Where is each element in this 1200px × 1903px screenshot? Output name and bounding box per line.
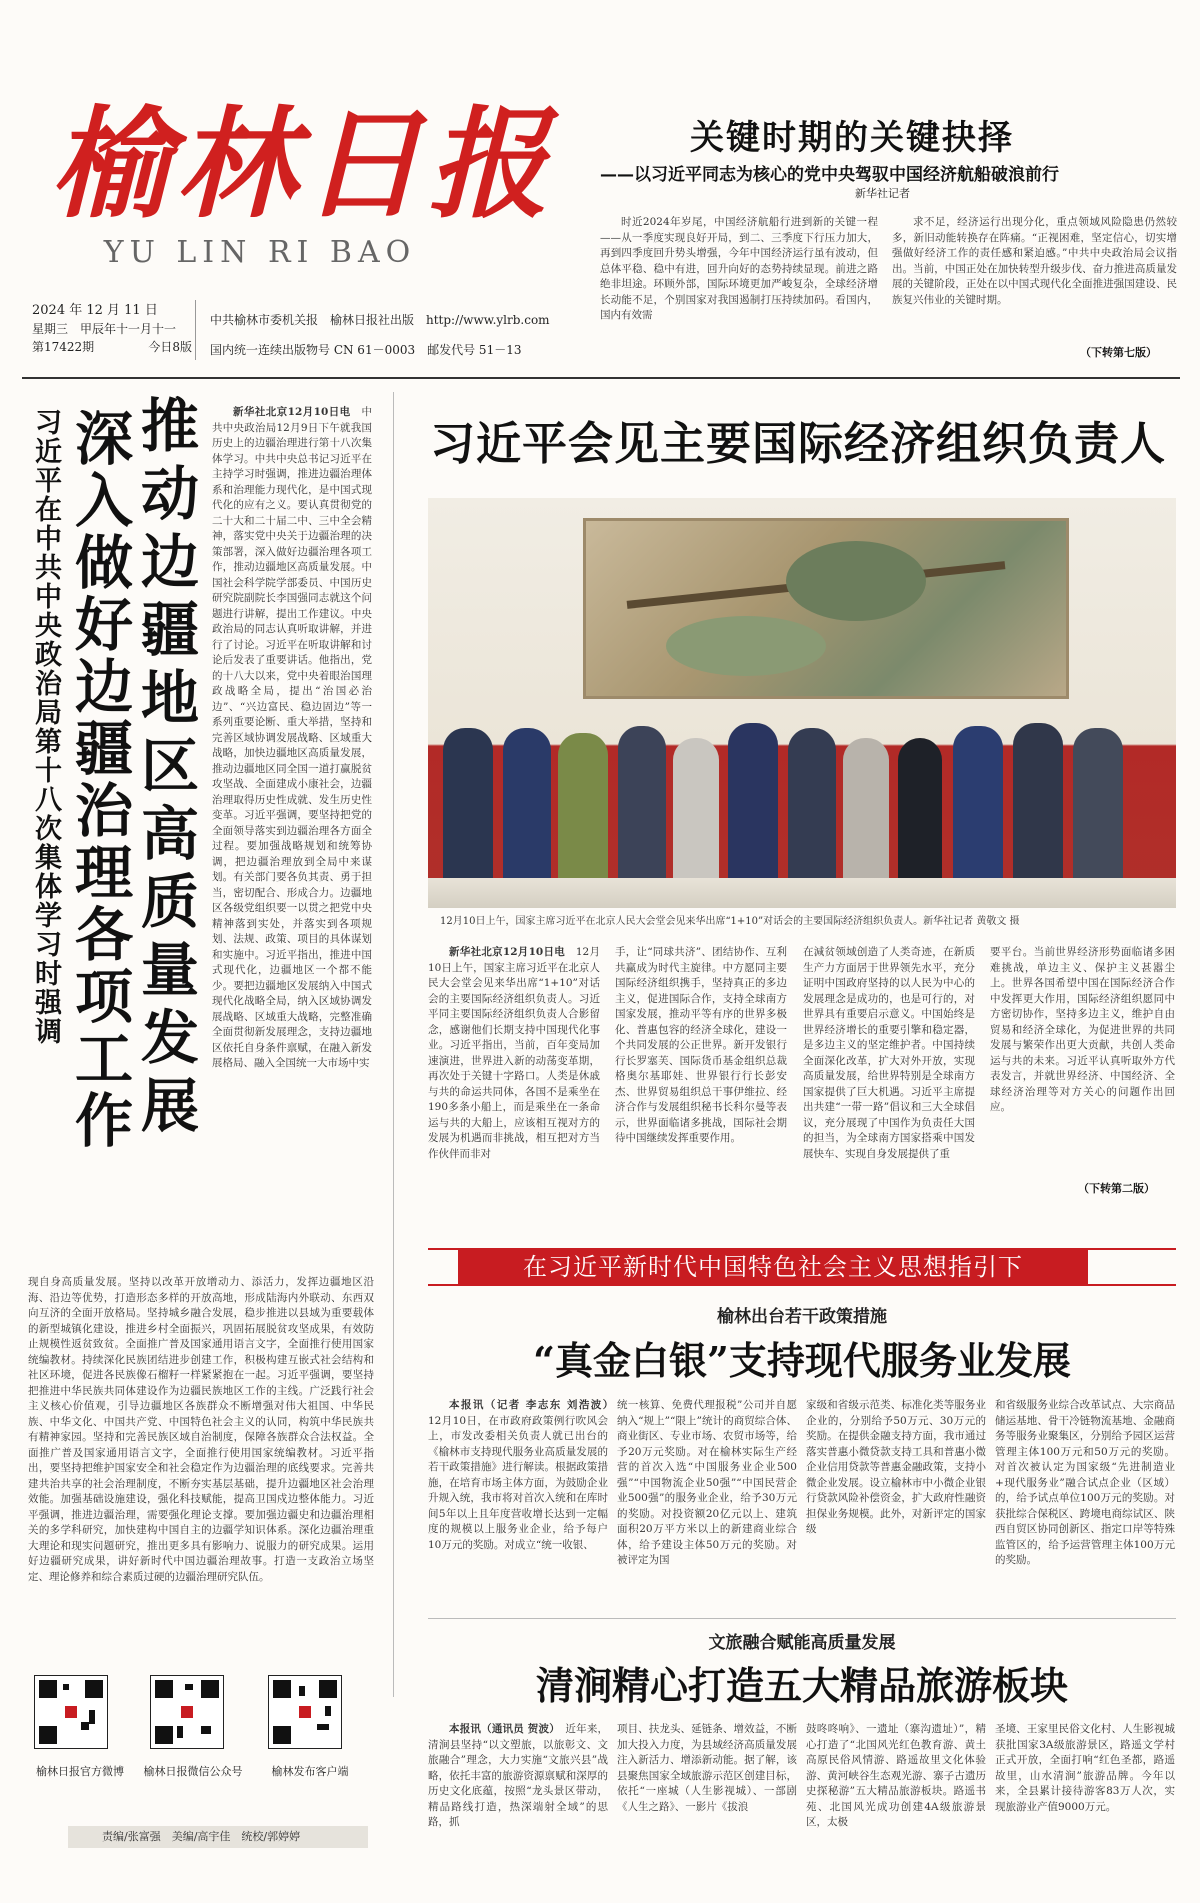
story2-kicker: 榆林出台若干政策措施 (717, 1307, 887, 1327)
masthead (50, 94, 554, 270)
banner-label (458, 1250, 1088, 1284)
story3-headline[interactable]: 清涧精心打造五大精品旅游板块 (535, 1663, 1068, 1708)
story2-col2: 统一核算、免费代理报税”公司并自愿纳入“规上”“限上”统计的商贸综合体、商业街区、专业市场、农贸市场等，给予20万元奖励。对在榆林实际生产经营的首次入选“中国服务业企业500强”“中国物流企业50强”“中国民营企业500强”的服务业企业，给予30万元的奖励。对投资额20亿元以上、建筑面积20万平方米以上的新建商业综合体，给予建设主体50万元的奖励。对被评定为国 (617, 1399, 797, 1566)
issue-pages: 今日8版 (148, 340, 192, 354)
qr-label-weibo: 榆林日报官方微博 (36, 1765, 124, 1778)
lead-jump[interactable]: （下转第七版） (1080, 346, 1157, 359)
story2-col4: 和省级服务业综合改革试点、大宗商品储运基地、骨干冷链物流基地、金融商务等服务业聚集区，分别给予园区运营管理主体100万元和50万元的奖励。对首次被认定为国家级“先进制造业+现代服务业”融合试点企业（区域）的，给予试点单位100万元的奖励。对获批综合保税区、跨境电商综试区、陕西自贸区协同创新区、指定口岸等特殊监管区的，给予运营管理主体100万元的奖励。 (995, 1399, 1175, 1566)
left-dateline: 新华社北京12月10日电 (233, 406, 351, 418)
masthead-logo: 榆林日报 (50, 94, 554, 235)
center-headline[interactable]: 习近平会见主要国际经济组织负责人 (430, 417, 1167, 470)
story3-byline: 本报讯（通讯员 贺波） (449, 1723, 555, 1735)
story3-col4: 圣境、王家里民俗文化村、人生影视城获批国家3A级旅游景区，路遥文学村正式开放，全面打响“红色圣都，路遥故里，山水清涧”旅游品牌。今年以来，全县累计接待游客83万人次，实现旅游业产值9000万元。 (995, 1723, 1175, 1813)
mural-painting (583, 518, 1069, 699)
story2-col1: 本报讯（记者 李志东 刘浩波） 12月10日，在市政府政策例行吹风会上，市发改委相关负责人就已出台的《榆林市支持现代服务业高质量发展的若干政策措施》进行解读。根据政策措施，在培育市场主体方面，为鼓励企业升规入统，我市将对首次入统和在库时间5年以上且年度营收增长达到一定幅度的规模以上服务业企业，给予每户10万元的奖励。对成立“统一收银、 (428, 1399, 608, 1551)
left-bottom-text: 现自身高质量发展。坚持以改革开放增动力、添活力，发挥边疆地区沿海、沿边等优势，打造形态多样的开放高地，形成陆海内外联动、东西双向互济的全面开放格局。坚持城乡融合发展，稳步推进以县域为重要载体的新型城镇化建设，推进乡村全面振兴，巩固拓展脱贫攻坚成果，有效防止规模性返贫致贫。全面推广普及国家通用语言文字，全面推行使用国家统编教材。持续深化民族团结进步创建工作，积极构建互嵌式社会结构和社区环境，促进各民族像石榴籽一样紧紧抱在一起。习近平强调，要坚持把推进中华民族共同体建设作为边疆民族地区工作的主线。广泛践行社会主义核心价值观，引导边疆地区各族群众不断增强对伟大祖国、中华民族、中华文化、中国共产党、中国特色社会主义的认同，构筑中华民族共有精神家园。坚持和完善民族区域自治制度，保障各族群众合法权益。全面推广普及国家通用语言文字，全面推行使用国家统编教材。习近平指出，要坚持把维护国家安全和社会稳定作为边疆治理的底线要求。完善共建共治共享的社会治理制度，不断夯实基层基础，提升边疆地区社会治理效能。加强基础设施建设，强化科技赋能，提高卫国戍边整体能力。习近平强调，推进边疆治理，需要强化理论支撑。要加强边疆史和边疆治理相关的多学科研究，加快建构中国自主的边疆学知识体系。深化边疆治理重大理论和现实问题研究，推出更多具有影响力、说服力的研究成果。运用好边疆研究成果，讲好新时代中国边疆治理故事。打造一支政治立场坚定、理论修养和综合素质过硬的边疆治理研究队伍。 (28, 1276, 374, 1583)
lead-subheadline: ——以习近平同志为核心的党中央驾驭中国经济航船破浪前行 (600, 165, 1059, 185)
qr-label-app: 榆林发布客户端 (271, 1765, 349, 1778)
banner-text: 在习近平新时代中国特色社会主义思想指引下 (523, 1253, 1023, 1281)
issue-weekday: 星期三 甲辰年十一月十一 (32, 322, 177, 336)
news-photo (428, 498, 1176, 908)
center-col2: 手，让“同球共济”、团结协作、互利共赢成为时代主旋律。中方愿同主要国际经济组织携手，坚持真正的多边主义，促进国际合作，支持全球南方国家发展，推动平等有序的世界多极化、普惠包容的经济全球化，建设一个共同发展的公正世界。新开发银行行长罗塞芙、国际货币基金组织总裁格奥尔基耶娃、世界银行行长彭安杰、世界贸易组织总干事伊维拉、经济合作与发展组织秘书长科尔曼等表示，世界面临诸多挑战，国际社会期待中国继续发挥重要作用。 (615, 946, 787, 1144)
publisher-line: 中共榆林市委机关报 榆林日报社出版 http://www.ylrb.com (210, 313, 550, 327)
lead-col2: 求不足，经济运行出现分化，重点领域风险隐患仍然较多，新旧动能转换存在阵痛。“正视困难，坚定信心，切实增强做好经济工作的责任感和紧迫感。”中共中央政治局会议指出。当前，中国正处在加快转型升级步伐、奋力推进高质量发展的关键阶段，正处在以中国式现代化全面推进强国建设、民族复兴伟业的关键时期。 (892, 216, 1177, 306)
issue-info (32, 302, 192, 356)
lead-byline: 新华社记者 (855, 187, 910, 200)
issue-number: 第17422期 (32, 340, 95, 354)
story2-byline: 本报讯（记者 李志东 刘浩波） (449, 1399, 608, 1411)
group-photo-people (438, 703, 1168, 878)
qr-weibo[interactable] (34, 1675, 108, 1749)
story2-col3: 家级和省级示范类、标准化类等服务业企业的，分别给予50万元、30万元的奖励。在提供金融支持方面，我市通过落实普惠小微贷款支持工具和普惠小微企业信用贷款等普惠金融政策，支持小微企业发展。设立榆林市中小微企业银行贷款风险补偿资金，扩大政府性融资担保业务规模。此外，对新评定的国家级 (806, 1399, 986, 1535)
lead-headline[interactable]: 关键时期的关键抉择 (690, 118, 1014, 158)
left-subhead: 习近平在中共中央政治局第十八次集体学习时强调 (30, 408, 61, 1046)
serial-line: 国内统一连续出版物号 CN 61－0003 邮发代号 51－13 (210, 343, 522, 357)
center-dateline: 新华社北京12月10日电 (449, 946, 566, 958)
photo-caption: 12月10日上午，国家主席习近平在北京人民大会堂会见来华出席“1+10”对话会的主要国际经济组织负责人。新华社记者 黄敬文 摄 (440, 916, 1020, 927)
center-col4: 要平台。当前世界经济形势面临诸多困难挑战，单边主义、保护主义甚嚣尘上。世界各国希望中国在国际经济合作中发挥更大作用，国际经济组织愿同中方密切协作，坚持多边主义，维护自由贸易和经济全球化，为促进世界的共同发展与繁荣作出更大贡献，共创人类命运与共的未来。习近平认真听取外方代表发言，并就世界经济、中国经济、全球经济治理等对方关心的问题作出回应。 (990, 946, 1175, 1113)
story3-col1: 本报讯（通讯员 贺波） 近年来，清涧县坚持“以文塑旅，以旅彰文、文旅融合”理念，大力实施“文旅兴县”战略，依托丰富的旅游资源禀赋和深厚的历史文化底蕴，按照“龙头景区带动，精品路线打造，热深端射全域”的思路，抓 (428, 1723, 608, 1828)
story2-headline[interactable]: “真金白银”支持现代服务业发展 (533, 1338, 1071, 1383)
center-jump[interactable]: （下转第二版） (1078, 1182, 1155, 1195)
qr-row (30, 1675, 380, 1785)
story3-col2: 项目、扶龙头、延链条、增效益，不断加大投入力度，为县域经济高质量发展注入新活力、增添新动能。据了解，该县聚焦国家全域旅游示范区创建目标，依托“一座城（人生影视城）、一部剧《人生之路》、一影片《拔浪 (617, 1723, 797, 1813)
left-side-text: 新华社北京12月10日电 中共中央政治局12月9日下午就我国历史上的边疆治理进行第十八次集体学习。中共中央总书记习近平在主持学习时强调，推进边疆治理体系和治理能力现代化，是中国式现代化的应有之义。要认真贯彻党的二十大和二十届二中、三中全会精神，落实党中央关于边疆治理的决策部署，深入做好边疆治理各项工作，推动边疆地区高质量发展。中国社会科学院学部委员、中国历史研究院副院长李国强同志就这个问题进行讲解，提出工作建议。中央政治局的同志认真听取讲解，并进行了讨论。习近平在听取讲解和讨论后发表了重要讲话。他指出，党的十八大以来，党中央着眼治国理政战略全局，提出“治国必治边”、“兴边富民、稳边固边”等一系列重要论断、重大举措，坚持和完善区域协调发展战略、区域重大战略，加快边疆地区高质量发展，推动边疆地区同全国一道打赢脱贫攻坚战、全面建成小康社会，边疆治理取得历史性成就、发生历史性变革。习近平强调，要坚持把党的全面领导落实到边疆治理各方面全过程。要加强战略规划和统筹协调，把边疆治理放到全局中来谋划。有关部门要各负其责、勇于担当，密切配合、形成合力。边疆地区各级党组织要一以贯之把党中央精神落到实处，并落实到各项规划、法规、政策、项目的具体谋划和实施中。习近平指出，推进中国式现代化，边疆地区一个都不能少。要把边疆地区发展纳入中国式现代化战略全局，纳入区域协调发展战略、区域重大战略，完整准确全面贯彻新发展理念，支持边疆地区依托自身条件禀赋，在融入新发展格局、融入全国统一大市场中实 (212, 406, 372, 1069)
editors-bar (68, 1826, 368, 1848)
story3-col3: 鼓咚咚响》、一遗址（寨沟遗址）”，精心打造了“北国风光红色教育游、黄土高原民俗风情游、路遥故里文化体验游、黄河峡谷生态观光游、寨子古遗历史探秘游”五大精品旅游板块。路遥书苑、北国风光成功创建4A级旅游景区，太极 (806, 1723, 986, 1828)
story3-kicker: 文旅融合赋能高质量发展 (708, 1633, 896, 1653)
lead-col1: 时近2024年岁尾，中国经济航船行进到新的关键一程——从一季度实现良好开局，到二、三季度下行压力加大，再到四季度回升势头增强，今年中国经济运行虽有波动，但总体平稳、稳中有进，回升向好的态势持续显现。前进之路绝非坦途。环顾外部，国际环境更加严峻复杂，全球经济增长动能不足，个别国家对我国遏制打压持续加码。看国内，国内有效需 (600, 216, 878, 321)
qr-app[interactable] (268, 1675, 342, 1749)
left-headline-col1[interactable]: 推动边疆地区高质量发展 (131, 395, 199, 1143)
qr-label-wechat: 榆林日报微信公众号 (143, 1765, 243, 1778)
issue-date: 2024 年 12 月 11 日 (32, 303, 158, 318)
masthead-pinyin: YU LIN RI BAO (103, 235, 417, 270)
publisher-info (210, 305, 590, 365)
center-col3: 在減贫领域创造了人类奇迹，在新质生产力方面居于世界领先水平，充分证明中国政府坚持的以人民为中心的发展理念是成功的，也是可行的，对世界具有重要启示意义。中国始终是世界经济增长的重要引擎和稳定器，是多边主义的坚定维护者。中国持续全面深化改革，扩大对外开放，实现高质量发展，给世界特别是全球南方国家提供了巨大机遇。习近平主席提出共建“一带一路”倡议和三大全球倡议，充分展现了中国作为负责任大国的担当，为全球南方国家搭乘中国发展快车、实现自身发展提供了重 (803, 946, 975, 1160)
qr-wechat[interactable] (150, 1675, 224, 1749)
left-headline-col2[interactable]: 深入做好边疆治理各项工作 (65, 408, 133, 1152)
center-col1: 新华社北京12月10日电 12月10日上午，国家主席习近平在北京人民大会堂会见来华出席“1+10”对话会的主要国际经济组织负责人。习近平同主要国际经济组织负责人合影留念，感谢他们长期支持中国现代化事业。习近平指出，当前，百年变局加速演进，世界进入新的动荡变革期，再次处于关键十字路口。人类是休戚与共的命运共同体，各国不是乘坐在190多条小船上，而是乘坐在一条命运与共的大船上，应该相互视对方的发展为机遇而非挑战，相互把对方当作伙伴而非对 (428, 946, 600, 1160)
banner-strip (428, 1248, 1176, 1286)
editors-line: 责编/张富强 美编/高宇佳 统校/郭婷婷 (102, 1830, 301, 1843)
